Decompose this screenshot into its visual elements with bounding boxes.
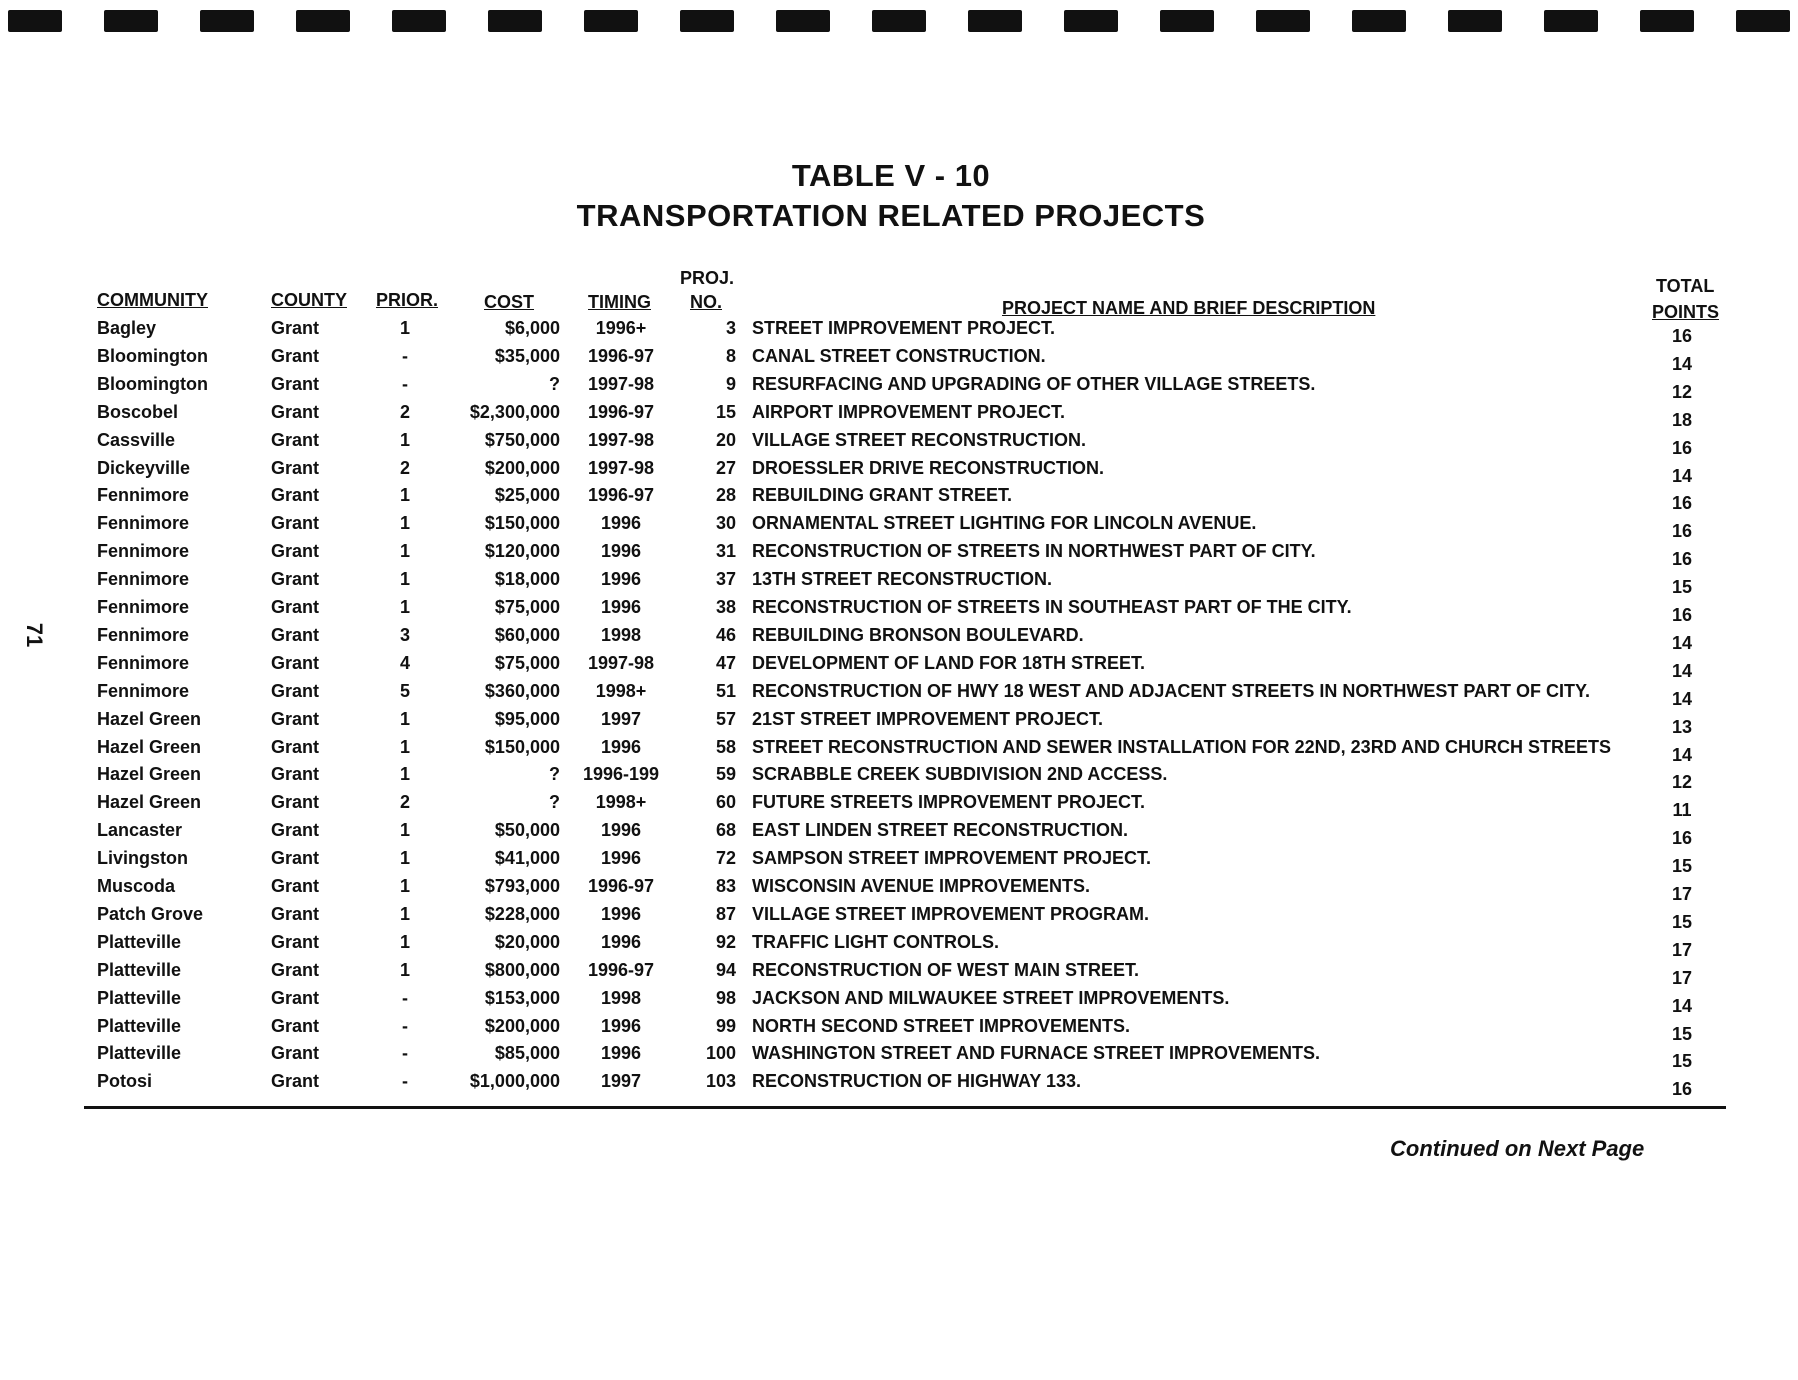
cell-priority: 1 [399,569,410,590]
cell-project-number: 94 [715,959,736,980]
cell-cost: $200,000 [484,457,560,478]
cell-county: Grant [271,1015,320,1036]
cell-cost: $18,000 [494,569,560,590]
cell-county: Grant [271,429,320,450]
header-total: TOTAL [1656,276,1715,296]
cell-county: Grant [271,345,320,366]
cell-description: VILLAGE STREET RECONSTRUCTION. [752,429,1087,450]
cell-county: Grant [271,457,320,478]
cell-community: Platteville [97,1043,182,1064]
cell-project-number: 99 [715,1015,736,1036]
cell-project-number: 58 [715,736,736,757]
cell-county: Grant [271,820,320,841]
cell-community: Fennimore [97,624,190,645]
cell-community: Patch Grove [97,903,204,924]
cell-priority: - [402,1043,408,1064]
cell-project-number: 103 [705,1071,736,1092]
cell-description: JACKSON AND MILWAUKEE STREET IMPROVEMENTS. [752,987,1230,1008]
cell-timing: 1996 [600,820,642,841]
cell-community: Hazel Green [97,792,202,813]
cell-priority: - [402,345,408,366]
cell-description: RECONSTRUCTION OF HIGHWAY 133. [752,1071,1082,1092]
cell-project-number: 92 [715,931,736,952]
binding-holes [0,10,1798,34]
binding-hole [1256,10,1310,32]
cell-community: Lancaster [97,820,183,841]
cell-description: WISCONSIN AVENUE IMPROVEMENTS. [752,876,1091,896]
cell-project-number: 27 [715,457,736,478]
cell-project-number: 8 [725,345,736,366]
cell-cost: $25,000 [494,485,560,506]
cell-description: DEVELOPMENT OF LAND FOR 18TH STREET. [752,652,1146,673]
table-row [0,988,1798,1016]
table-row [0,653,1798,681]
cell-cost: $360,000 [484,680,560,701]
cell-project-number: 28 [715,485,736,506]
table-row [0,458,1798,486]
cell-total-points: 18 [1671,409,1693,430]
cell-cost: $150,000 [484,513,560,534]
cell-timing: 1996-97 [587,345,655,366]
cell-community: Hazel Green [97,736,202,757]
cell-total-points: 15 [1671,911,1693,932]
header-cost: COST [484,292,535,312]
binding-hole [8,10,62,32]
cell-timing: 1996+ [595,318,647,338]
cell-total-points: 17 [1671,967,1693,988]
cell-total-points: 16 [1671,1079,1693,1100]
cell-total-points: 13 [1671,716,1693,737]
cell-project-number: 51 [715,680,736,701]
table-number: TABLE V - 10 [791,158,991,193]
cell-timing: 1996 [600,736,642,757]
cell-timing: 1996 [600,903,642,924]
cell-timing: 1998 [600,624,642,645]
table-bottom-rule [84,1106,1726,1109]
binding-hole [968,10,1022,32]
cell-timing: 1996-97 [587,401,655,422]
cell-cost: ? [549,373,560,394]
binding-hole [1160,10,1214,32]
binding-hole [1064,10,1118,32]
header-points: POINTS [1652,302,1720,322]
cell-total-points: 16 [1671,828,1693,849]
cell-project-number: 83 [715,876,736,896]
cell-total-points: 14 [1671,744,1693,765]
cell-county: Grant [271,792,320,813]
cell-project-number: 60 [715,792,736,813]
cell-county: Grant [271,764,320,785]
cell-county: Grant [271,1071,320,1092]
cell-description: RECONSTRUCTION OF WEST MAIN STREET. [752,959,1139,980]
cell-community: Boscobel [97,401,179,422]
continued-note: Continued on Next Page [1390,1136,1645,1161]
table-row [0,709,1798,737]
cell-timing: 1996 [600,931,642,952]
header-community: COMMUNITY [97,290,208,310]
cell-cost: ? [549,764,560,785]
cell-county: Grant [271,876,320,896]
cell-priority: 1 [399,931,410,952]
table-row [0,764,1798,792]
table-title [0,156,1798,236]
cell-community: Muscoda [97,876,176,896]
cell-community: Platteville [97,959,182,980]
cell-description: TRAFFIC LIGHT CONTROLS. [752,931,999,952]
cell-timing: 1996 [600,1043,642,1064]
cell-timing: 1996 [600,1015,642,1036]
cell-priority: 1 [399,764,410,785]
cell-timing: 1996-97 [587,959,655,980]
binding-hole [584,10,638,32]
cell-cost: $95,000 [494,708,560,729]
cell-timing: 1997-98 [587,373,655,394]
cell-description: REBUILDING BRONSON BOULEVARD. [752,624,1084,645]
cell-total-points: 14 [1671,632,1693,653]
cell-priority: 5 [399,680,410,701]
cell-timing: 1996-199 [582,764,660,785]
binding-hole [872,10,926,32]
cell-priority: 1 [399,820,410,841]
cell-cost: ? [549,792,560,813]
cell-cost: $20,000 [494,931,560,952]
cell-total-points: 12 [1671,381,1693,402]
cell-county: Grant [271,736,320,757]
cell-community: Bloomington [97,345,208,366]
cell-total-points: 16 [1671,493,1693,514]
cell-county: Grant [271,848,320,869]
header-prior: PRIOR. [376,290,439,310]
cell-community: Platteville [97,987,182,1008]
cell-county: Grant [271,987,320,1008]
binding-hole [1448,10,1502,32]
cell-community: Livingston [97,848,188,869]
binding-hole [776,10,830,32]
cell-priority: 1 [399,903,410,924]
cell-community: Fennimore [97,513,190,534]
cell-community: Fennimore [97,541,190,562]
cell-community: Fennimore [97,597,190,617]
cell-county: Grant [271,373,320,394]
cell-description: EAST LINDEN STREET RECONSTRUCTION. [752,820,1129,841]
cell-community: Hazel Green [97,764,202,785]
cell-total-points: 17 [1671,884,1693,904]
cell-cost: $153,000 [484,987,560,1008]
cell-timing: 1996 [600,541,642,562]
binding-hole [200,10,254,32]
cell-priority: 1 [399,959,410,980]
cell-priority: 1 [399,429,410,450]
cell-total-points: 14 [1671,995,1693,1016]
cell-cost: $41,000 [494,848,560,869]
cell-project-number: 72 [715,848,736,869]
cell-county: Grant [271,513,320,534]
cell-project-number: 30 [715,513,736,534]
cell-project-number: 20 [715,429,736,450]
cell-total-points: 14 [1671,660,1693,681]
cell-cost: $60,000 [494,624,560,645]
cell-cost: $2,300,000 [469,401,560,422]
binding-hole [1736,10,1790,32]
cell-county: Grant [271,597,320,617]
cell-project-number: 38 [715,597,736,617]
cell-priority: 3 [399,624,410,645]
cell-cost: $120,000 [484,541,560,562]
cell-timing: 1996-97 [587,485,655,506]
cell-description: DROESSLER DRIVE RECONSTRUCTION. [752,457,1105,478]
cell-county: Grant [271,569,320,590]
cell-cost: $200,000 [484,1015,560,1036]
cell-project-number: 68 [715,820,736,841]
cell-county: Grant [271,624,320,645]
header-proj: PROJ. [680,268,735,288]
cell-priority: 1 [399,597,410,617]
table-row [0,541,1798,569]
cell-county: Grant [271,959,320,980]
cell-cost: $85,000 [494,1043,560,1064]
header-no: NO. [690,292,723,312]
cell-priority: 1 [399,736,410,757]
cell-cost: $6,000 [504,318,560,338]
cell-community: Platteville [97,931,182,952]
cell-timing: 1997 [600,1071,642,1092]
table-row [0,374,1798,402]
cell-project-number: 3 [725,318,736,338]
table-row [0,904,1798,932]
binding-hole [488,10,542,32]
cell-total-points: 15 [1671,1051,1693,1072]
cell-timing: 1997-98 [587,652,655,673]
cell-description: RECONSTRUCTION OF HWY 18 WEST AND ADJACENT STREETS IN NORTHWEST PART OF CITY. [752,680,1591,701]
cell-community: Fennimore [97,680,190,701]
cell-community: Cassville [97,429,176,450]
cell-priority: 1 [399,541,410,562]
cell-community: Bloomington [97,373,208,394]
cell-project-number: 15 [715,401,736,422]
cell-description: NORTH SECOND STREET IMPROVEMENTS. [752,1015,1131,1036]
cell-project-number: 31 [715,541,736,562]
cell-community: Dickeyville [97,457,191,478]
cell-county: Grant [271,931,320,952]
cell-total-points: 17 [1671,939,1693,960]
cell-description: 13TH STREET RECONSTRUCTION. [752,569,1053,590]
cell-priority: - [402,987,408,1008]
cell-county: Grant [271,401,320,422]
cell-priority: 2 [399,457,410,478]
cell-county: Grant [271,652,320,673]
cell-timing: 1996-97 [587,876,655,896]
cell-priority: 2 [399,792,410,813]
cell-priority: 1 [399,876,410,896]
cell-description: SAMPSON STREET IMPROVEMENT PROJECT. [752,848,1152,869]
cell-cost: $1,000,000 [469,1071,560,1092]
binding-hole [104,10,158,32]
cell-timing: 1996 [600,513,642,534]
cell-project-number: 87 [715,903,736,924]
cell-description: 21ST STREET IMPROVEMENT PROJECT. [752,708,1104,729]
cell-description: STREET IMPROVEMENT PROJECT. [752,318,1056,338]
cell-description: FUTURE STREETS IMPROVEMENT PROJECT. [752,792,1146,813]
table-row [0,792,1798,820]
cell-total-points: 16 [1671,549,1693,570]
cell-priority: 1 [399,485,410,506]
table-row [0,622,1798,653]
cell-total-points: 12 [1671,772,1693,793]
table-row [0,346,1798,374]
cell-county: Grant [271,708,320,729]
cell-cost: $800,000 [484,959,560,980]
cell-cost: $35,000 [494,345,560,366]
cell-community: Fennimore [97,652,190,673]
cell-timing: 1996 [600,597,642,617]
cell-total-points: 14 [1671,465,1693,486]
header-timing: TIMING [588,292,651,312]
cell-cost: $750,000 [484,429,560,450]
cell-total-points: 14 [1671,688,1693,709]
cell-project-number: 98 [715,987,736,1008]
cell-county: Grant [271,485,320,506]
cell-total-points: 16 [1671,437,1693,458]
cell-project-number: 47 [715,652,736,673]
cell-cost: $793,000 [484,876,560,896]
cell-description: RESURFACING AND UPGRADING OF OTHER VILLAGE STREETS. [752,373,1316,394]
cell-priority: 1 [399,708,410,729]
cell-priority: 1 [399,848,410,869]
cell-community: Bagley [97,318,157,338]
cell-timing: 1996 [600,848,642,869]
table-name: TRANSPORTATION RELATED PROJECTS [576,198,1206,233]
table-row [0,318,1798,346]
table-row [0,960,1798,988]
cell-description: SCRABBLE CREEK SUBDIVISION 2ND ACCESS. [752,764,1168,785]
cell-county: Grant [271,1043,320,1064]
cell-county: Grant [271,680,320,701]
cell-cost: $50,000 [494,820,560,841]
cell-project-number: 59 [715,764,736,785]
table-row [0,485,1798,513]
cell-cost: $150,000 [484,736,560,757]
cell-total-points: 15 [1671,577,1693,598]
table-row [0,569,1798,597]
cell-cost: $75,000 [494,652,560,673]
cell-county: Grant [271,318,320,338]
cell-project-number: 100 [705,1043,736,1064]
cell-priority: 4 [399,652,410,673]
cell-description: AIRPORT IMPROVEMENT PROJECT. [752,401,1066,422]
cell-community: Fennimore [97,569,190,590]
binding-hole [296,10,350,32]
binding-hole [392,10,446,32]
cell-total-points: 16 [1671,605,1693,625]
cell-description: CANAL STREET CONSTRUCTION. [752,345,1046,366]
cell-timing: 1998+ [595,792,647,813]
cell-priority: - [402,1071,408,1092]
binding-hole [1640,10,1694,32]
cell-project-number: 46 [715,624,736,645]
cell-priority: - [402,373,408,394]
cell-community: Fennimore [97,485,190,506]
cell-project-number: 57 [715,708,736,729]
cell-county: Grant [271,903,320,924]
table-row [0,1016,1798,1044]
cell-total-points: 11 [1672,800,1692,821]
cell-timing: 1997 [600,708,642,729]
page-number: 71 [22,622,48,648]
cell-total-points: 16 [1671,521,1693,542]
cell-timing: 1998 [600,987,642,1008]
cell-community: Potosi [97,1071,153,1092]
table-row [0,820,1798,848]
cell-total-points: 15 [1671,1023,1693,1044]
cell-priority: - [402,1015,408,1036]
cell-description: STREET RECONSTRUCTION AND SEWER INSTALLATION FOR 22ND, 23RD AND CHURCH STREETS [752,736,1612,757]
cell-description: WASHINGTON STREET AND FURNACE STREET IMPROVEMENTS. [752,1043,1321,1064]
table-row [0,876,1798,904]
table-row [0,737,1798,765]
cell-timing: 1996 [600,569,642,590]
cell-cost: $75,000 [494,597,560,617]
cell-description: REBUILDING GRANT STREET. [752,485,1013,506]
table-row [0,1071,1798,1099]
binding-hole [1544,10,1598,32]
cell-description: ORNAMENTAL STREET LIGHTING FOR LINCOLN AVENUE. [752,513,1257,534]
table-row [0,597,1798,625]
cell-timing: 1997-98 [587,457,655,478]
cell-project-number: 9 [725,373,736,394]
table-row [0,932,1798,960]
cell-county: Grant [271,541,320,562]
cell-timing: 1997-98 [587,429,655,450]
table-row [0,848,1798,876]
table-row [0,1043,1798,1071]
cell-priority: 2 [399,401,410,422]
cell-description: RECONSTRUCTION OF STREETS IN NORTHWEST PART OF CITY. [752,541,1316,562]
cell-timing: 1998+ [595,680,647,701]
table-row [0,513,1798,541]
cell-total-points: 14 [1671,353,1693,374]
cell-community: Hazel Green [97,708,202,729]
cell-priority: 1 [399,513,410,534]
binding-hole [1352,10,1406,32]
header-description: PROJECT NAME AND BRIEF DESCRIPTION [1002,298,1376,318]
table-row [0,681,1798,709]
cell-total-points: 16 [1671,326,1693,346]
cell-description: RECONSTRUCTION OF STREETS IN SOUTHEAST PART OF THE CITY. [752,597,1352,617]
table-row [0,402,1798,430]
cell-priority: 1 [399,318,410,338]
cell-description: VILLAGE STREET IMPROVEMENT PROGRAM. [752,903,1150,924]
cell-project-number: 37 [715,569,736,590]
cell-community: Platteville [97,1015,182,1036]
binding-hole [680,10,734,32]
table-row [0,430,1798,458]
header-county: COUNTY [271,290,347,310]
cell-cost: $228,000 [484,903,560,924]
cell-total-points: 15 [1671,856,1693,877]
